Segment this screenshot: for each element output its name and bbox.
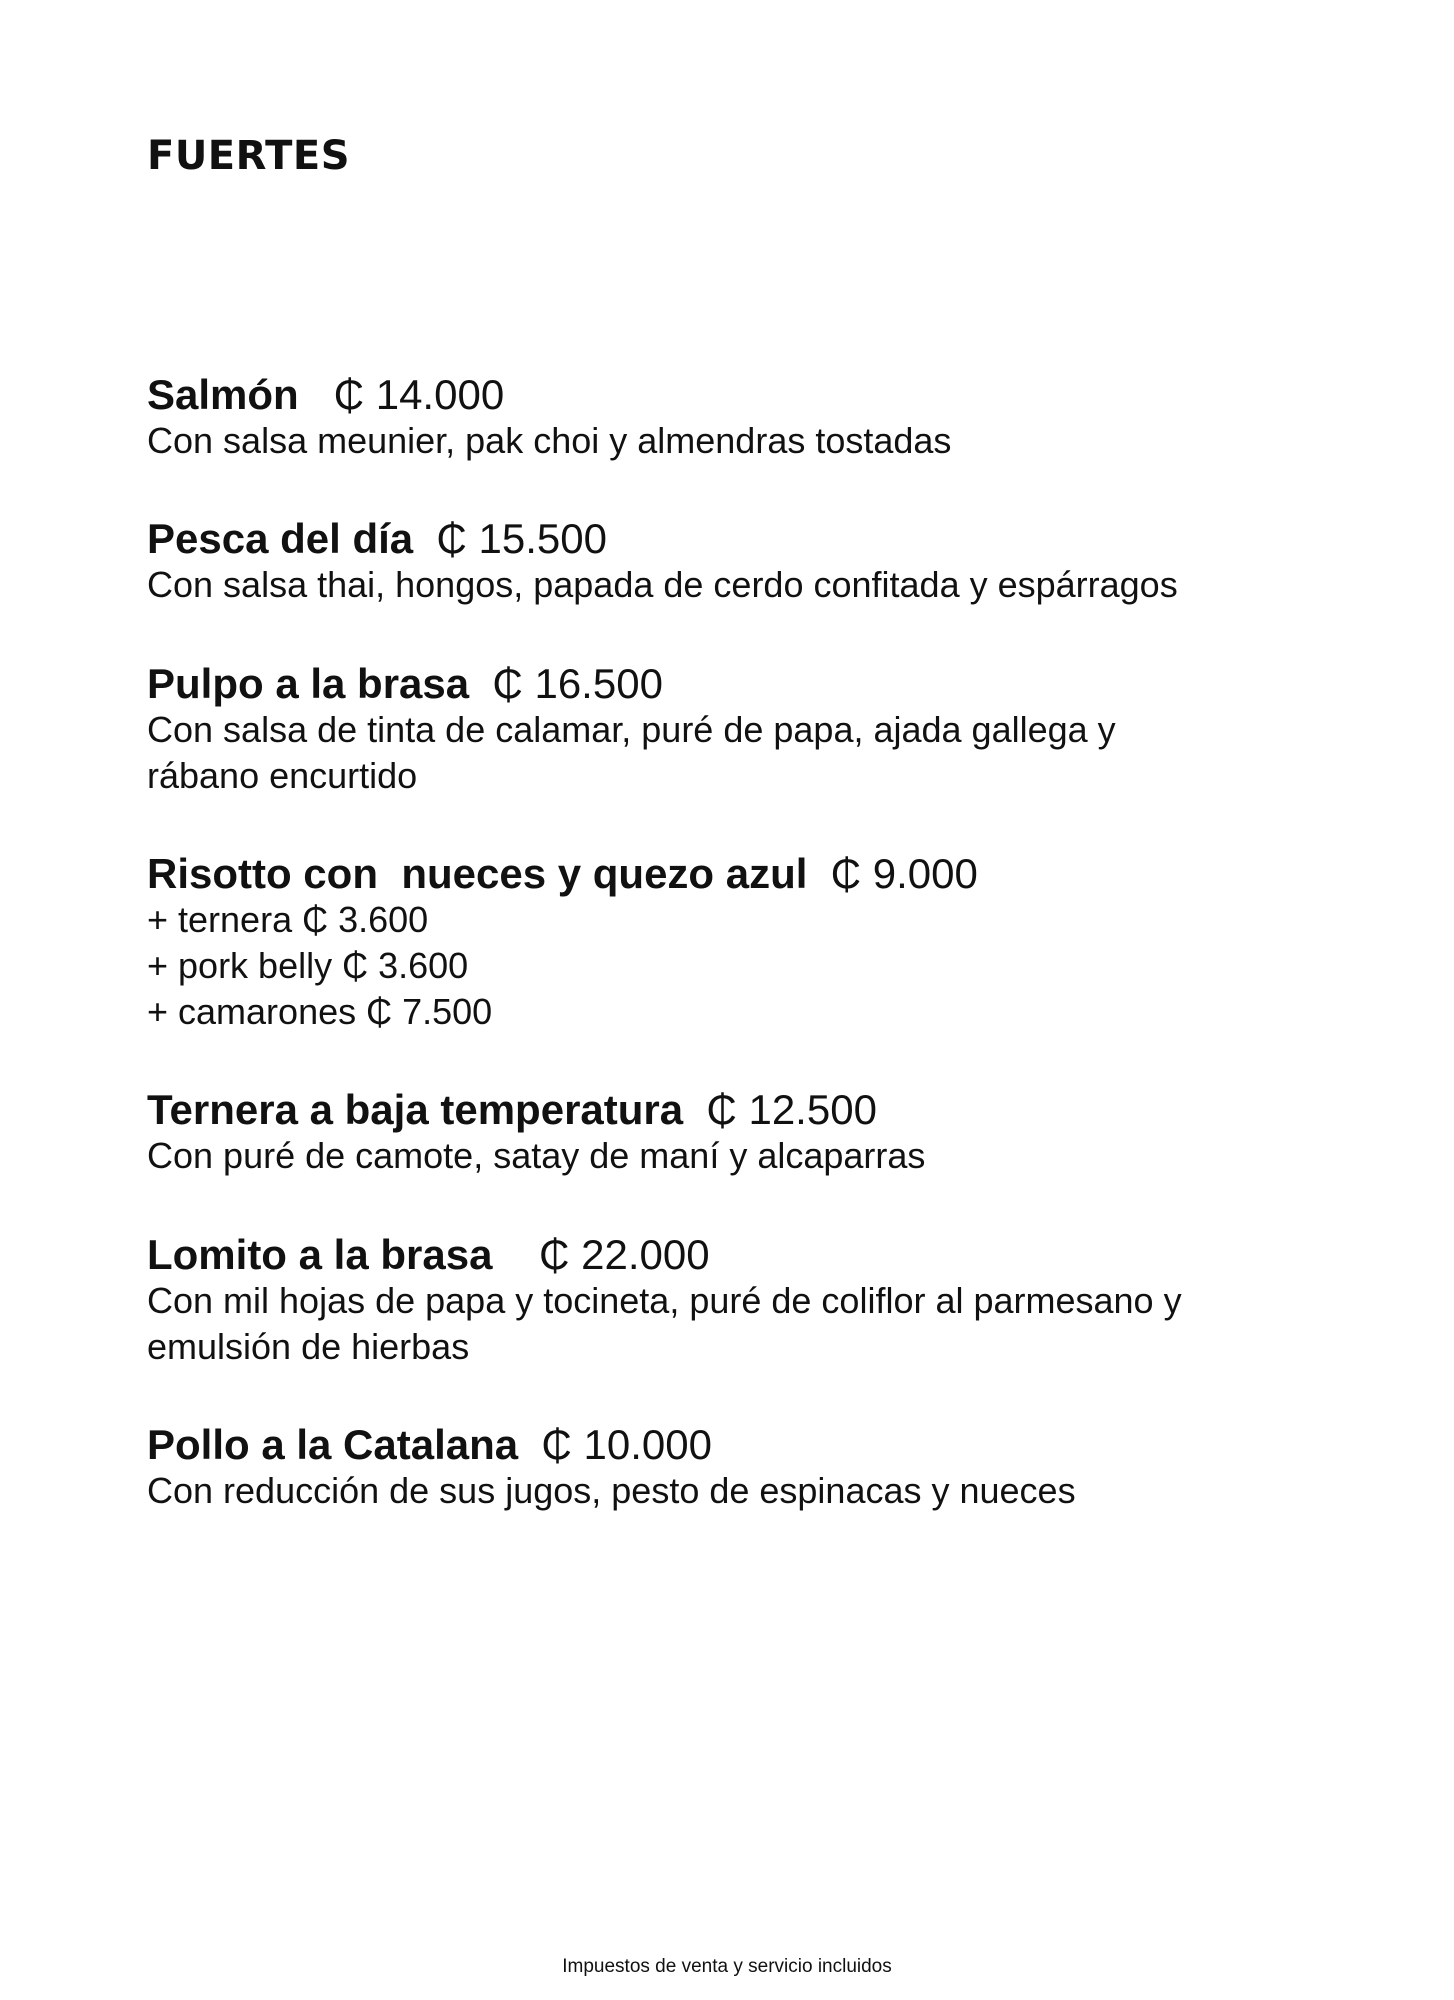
menu-item-ternera [147,1087,1347,1179]
menu-item-lomito [147,1232,1347,1370]
dish-name: Pulpo a la brasa [147,660,470,707]
dish-price: ₵ 14.000 [333,371,505,418]
menu-item-header [147,661,1347,707]
dish-description: Con salsa meunier, pak choi y almendras tostadas [147,420,952,461]
dish-description: Con salsa thai, hongos, papada de cerdo confitada y espárragos [147,564,1178,605]
dish-description: Con puré de camote, satay de maní y alcaparras [147,1135,926,1176]
menu-item-header [147,516,1347,562]
dish-name: Pollo a la Catalana [147,1421,519,1468]
dish-addon: + ternera ₵ 3.600 [147,899,429,940]
menu-item-pesca-del-dia [147,516,1347,608]
dish-name: Salmón [147,371,299,418]
dish-addon: + pork belly ₵ 3.600 [147,945,469,986]
dish-name: Risotto con nueces y quezo azul [147,850,808,897]
dish-price: ₵ 16.500 [492,660,663,707]
dish-name: Lomito a la brasa [147,1231,493,1278]
dish-description: Con reducción de sus jugos, pesto de espinacas y nueces [147,1470,1076,1511]
dish-price: ₵ 9.000 [830,850,978,897]
dish-description: Con salsa de tinta de calamar, puré de papa, ajada gallega y [147,709,1116,750]
menu-item-risotto [147,851,1347,1035]
menu-item-header [147,1422,1347,1468]
menu-item-header [147,372,1347,418]
dish-description: emulsión de hierbas [147,1326,470,1367]
dish-description: rábano encurtido [147,755,418,796]
dish-price: ₵ 15.500 [436,515,607,562]
dish-price: ₵ 12.500 [706,1086,877,1133]
dish-name: Pesca del día [147,515,414,562]
menu-item-header [147,851,1347,897]
menu-item-pollo [147,1422,1347,1514]
page-title: FUERTES [147,133,351,179]
dish-addon: + camarones ₵ 7.500 [147,991,493,1032]
menu-item-header [147,1087,1347,1133]
dish-name: Ternera a baja temperatura [147,1086,684,1133]
menu-item-header [147,1232,1347,1278]
menu-item-salmon [147,372,1347,464]
menu-item-pulpo [147,661,1347,799]
footer-note: Impuestos de venta y servicio incluidos [562,1956,892,1977]
dish-price: ₵ 10.000 [541,1421,712,1468]
dish-description: Con mil hojas de papa y tocineta, puré de coliflor al parmesano y [147,1280,1182,1321]
dish-price: ₵ 22.000 [539,1231,710,1278]
